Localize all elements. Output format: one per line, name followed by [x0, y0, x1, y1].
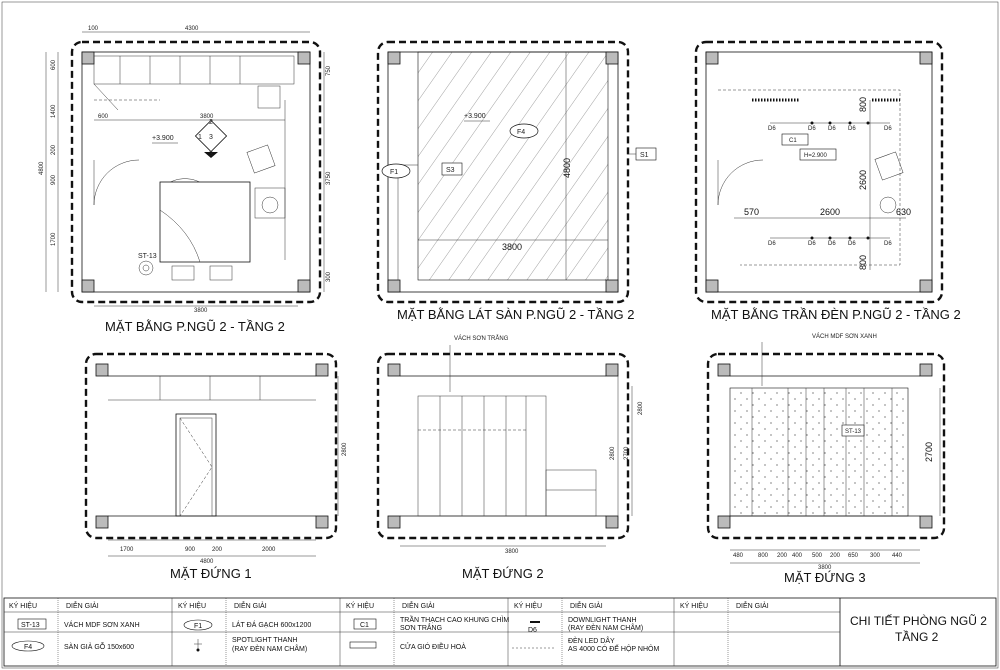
plan3-ceiling-tag: C1	[789, 138, 797, 144]
plan1-marker-3-top: 3	[209, 134, 213, 141]
plan1-left-dim-e: 1700	[51, 232, 57, 246]
sheet-title-1: CHI TIẾT PHÒNG NGŨ 2	[850, 614, 987, 628]
elev2-title: MẶT ĐỨNG 2	[462, 566, 544, 581]
plan-furniture	[72, 42, 320, 302]
legend-desc-d6-2: (RAY ĐÈN NAM CHÂM)	[568, 625, 644, 632]
plan1-left-dim-d: 900	[51, 174, 57, 185]
legend-desc-c1-1: TRẦN THẠCH CAO KHUNG CHÌM	[400, 617, 510, 624]
elev1-height: 2800	[342, 442, 348, 456]
legend-head-desc-4: DIỄN GIẢI	[570, 603, 603, 610]
plan1-tag: ST-13	[138, 253, 157, 260]
elev3-title: MẶT ĐỨNG 3	[784, 570, 866, 585]
legend-head-code-1: KÝ HIỆU	[9, 603, 38, 610]
ceiling-plan	[696, 42, 942, 302]
elev1-labels	[120, 442, 348, 581]
elev3-dim-c: 200	[777, 553, 788, 559]
legend-head-desc-5: DIỄN GIẢI	[736, 603, 769, 610]
plan3-light-f: D6	[768, 241, 776, 247]
elev2-note: VÁCH SƠN TRẮNG	[454, 336, 509, 342]
plan3-dim-h-c: 630	[896, 207, 912, 217]
elev1-dim-d: 2000	[262, 547, 276, 553]
plan3-boundary	[696, 42, 942, 302]
plan1-left-dim-b: 1400	[51, 104, 57, 118]
plan3-light-i: D6	[848, 241, 856, 247]
plan1-marker-2: 2	[209, 119, 213, 126]
plan3-dim-v-c: 800	[858, 254, 868, 270]
legend-desc-d6-1: DOWNLIGHT THANH	[568, 617, 637, 624]
plan1-right-dim-b: 3750	[326, 171, 332, 185]
floor-plan	[378, 42, 656, 302]
plan1-title: MẶT BẰNG P.NGŨ 2 - TẦNG 2	[105, 319, 285, 334]
elevation-2	[378, 345, 632, 546]
elev3-dim-d: 400	[792, 553, 803, 559]
plan2-dim-h: 3800	[502, 242, 523, 252]
elev1-dim-b: 900	[185, 547, 196, 553]
legend-desc-spotlight-2: (RAY ĐÈN NAM CHÂM)	[232, 646, 308, 653]
legend-spotlight-icon	[194, 639, 202, 652]
plan3-light-h: D6	[828, 241, 836, 247]
elev1-dim-a: 1700	[120, 547, 134, 553]
plan1-top-dim-b: 4300	[185, 26, 199, 32]
legend-desc-st13: VÁCH MDF SƠN XANH	[64, 622, 140, 629]
plan2-tag-s1: S1	[640, 152, 649, 159]
legend-desc-c1-2: SƠN TRẮNG	[400, 625, 443, 632]
plan2-tag-f4: F4	[517, 129, 526, 136]
elev2-height-c: 2800	[638, 401, 644, 415]
elev2-boundary	[378, 354, 628, 538]
plan3-title: MẶT BẰNG TRẦN ĐÈN P.NGŨ 2 - TẦNG 2	[711, 307, 961, 322]
legend-vent-icon	[350, 642, 376, 648]
legend-head-code-3: KÝ HIỆU	[346, 603, 375, 610]
plan1-left-dim-c: 200	[51, 144, 57, 155]
plan3-light-j: D6	[884, 241, 892, 247]
plan1-bottom-dim: 3800	[194, 308, 208, 314]
plan1-left-dim-a: 600	[51, 59, 57, 70]
elev3-note: VÁCH MDF SƠN XANH	[812, 334, 877, 340]
plan3-light-c: D6	[828, 126, 836, 132]
plan3-light-b: D6	[808, 126, 816, 132]
elev2-height-b: 2700	[624, 446, 630, 460]
plan3-light-e: D6	[884, 126, 892, 132]
legend-code-f1: F1	[194, 623, 203, 630]
legend-code-f4: F4	[24, 644, 33, 651]
plan3-light-d: D6	[848, 126, 856, 132]
legend-desc-vent: CỬA GIÓ ĐIỀU HOÀ	[400, 644, 466, 651]
plan2-dim-v: 4800	[562, 157, 572, 178]
elev1-dim-c: 200	[212, 547, 223, 553]
elev3-total: 3800	[818, 565, 832, 571]
legend-code-c1: C1	[360, 622, 369, 629]
elev1-title: MẶT ĐỨNG 1	[170, 566, 252, 581]
elevation-1	[86, 354, 338, 556]
legend-desc-f1: LÁT ĐÁ GẠCH 600x1200	[232, 622, 312, 629]
legend-head-code-2: KÝ HIỆU	[178, 603, 207, 610]
legend-head-code-4: KÝ HIỆU	[514, 603, 543, 610]
elev3-dim-e: 500	[812, 553, 823, 559]
elevation-3	[708, 342, 944, 563]
legend-table	[4, 598, 996, 666]
legend-code-st13: ST-13	[21, 622, 40, 629]
legend-desc-spotlight-1: SPOTLIGHT THANH	[232, 637, 298, 644]
plan1-left-dim-total: 4800	[39, 161, 45, 175]
plan3-dim-v-b: 2600	[858, 169, 868, 190]
plan1-marker-3: 3	[209, 151, 213, 158]
elev3-dim-f: 200	[830, 553, 841, 559]
plan1-marker-1: 1	[198, 134, 202, 141]
elev3-tag: ST-13	[845, 429, 862, 435]
plan3-dim-h-a: 570	[744, 207, 760, 217]
legend-head-desc-2: DIỄN GIẢI	[234, 603, 267, 610]
legend-code-d6: D6	[528, 627, 537, 634]
plan3-light-g: D6	[808, 241, 816, 247]
plan2-tag-f1: F1	[390, 169, 399, 176]
plan1-level: +3.900	[152, 135, 174, 142]
legend-head-desc-1: DIỄN GIẢI	[66, 603, 99, 610]
elev1-total: 4800	[200, 559, 214, 565]
plan1-right-dim-a: 750	[326, 65, 332, 76]
plan3-height-tag: H=2.900	[804, 153, 827, 159]
legend-desc-led-1: ĐÈN LED DÂY	[568, 638, 615, 645]
elev2-total: 3800	[505, 549, 519, 555]
elev3-dim-b: 800	[758, 553, 769, 559]
elev3-dim-a: 480	[733, 553, 744, 559]
legend-head-desc-3: DIỄN GIẢI	[402, 603, 435, 610]
elev3-height: 2700	[924, 441, 934, 462]
elev3-dim-i: 440	[892, 553, 903, 559]
sheet-title-2: TẦNG 2	[895, 630, 939, 644]
legend-head-code-5: KÝ HIỆU	[680, 603, 709, 610]
elev1-boundary	[86, 354, 336, 538]
plan1-inner-dim-a: 3800	[200, 114, 214, 120]
plan3-dim-v-a: 800	[858, 96, 868, 112]
plan1-top-dim-a: 100	[88, 26, 99, 32]
plan3-dim-h-b: 2600	[820, 207, 841, 217]
plan2-title: MẶT BẰNG LÁT SÀN P.NGŨ 2 - TẦNG 2	[397, 307, 635, 322]
plan2-level: +3.900	[464, 113, 486, 120]
plan3-light-a: D6	[768, 126, 776, 132]
plan1-inner-dim-b: 600	[98, 114, 109, 120]
legend-desc-f4: SÀN GIẢ GỖ 150x600	[64, 644, 135, 651]
elev3-dim-h: 300	[870, 553, 881, 559]
elev2-height-a: 2800	[610, 446, 616, 460]
legend-desc-led-2: AS 4000 CÓ ĐẾ HỘP NHÔM	[568, 646, 660, 653]
plan1-boundary	[72, 42, 320, 302]
elev3-dim-g: 650	[848, 553, 859, 559]
plan1-right-dim-c: 300	[326, 271, 332, 282]
plan2-tag-s3: S3	[446, 167, 455, 174]
legend-labels	[9, 601, 987, 653]
